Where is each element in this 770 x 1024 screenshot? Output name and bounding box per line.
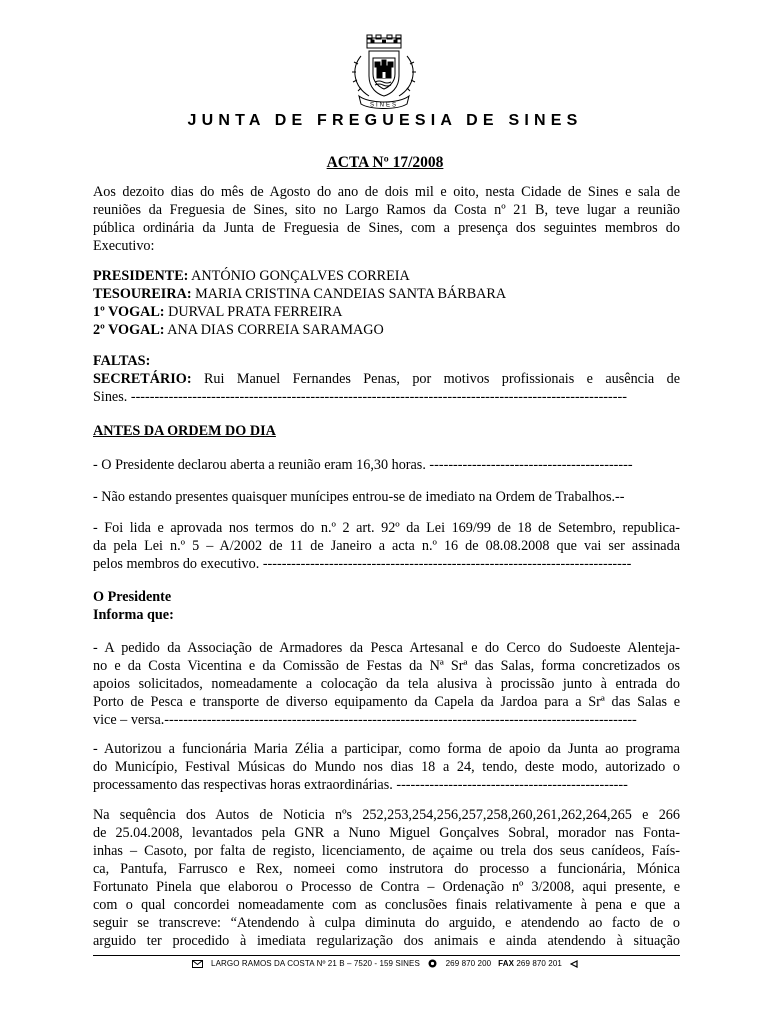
member-name: DURVAL PRATA FERREIRA	[164, 304, 343, 320]
text-line: da pela Lei n.º 5 – A/2002 de 11 de Janeiro a acta n.º 16 de 08.08.2008 que vai ser assinada	[93, 538, 680, 554]
absence-row	[93, 370, 680, 388]
text-line: com o qual concordei nomeadamente com as conclusões finais relativamente à pena e que a	[93, 897, 680, 913]
text-line: pelos membros do executivo. ------------------------------------------------------------------------------	[93, 556, 632, 572]
text-line: - Foi lida e aprovada nos termos do n.º 2 art. 92º da Lei 169/99 de 18 de Setembro, republica-	[93, 520, 680, 536]
members-list	[93, 267, 680, 339]
member-name: ANA DIAS CORREIA SARAMAGO	[164, 322, 384, 338]
absence-reason: Rui Manuel Fernandes Penas, por motivos profissionais e ausência de	[191, 371, 680, 387]
text-line: apoios solicitados, nomeadamente a colocação da tela alusiva à procissão junto à entrada do	[93, 676, 680, 692]
agenda-item	[93, 456, 680, 474]
member-name: ANTÓNIO GONÇALVES CORREIA	[188, 268, 410, 284]
member-role: 2º VOGAL:	[93, 322, 165, 338]
text-line: reuniões da Freguesia de Sines, sito no Largo Ramos da Costa nº 21 B, teve lugar a reunião	[93, 202, 680, 218]
informa-paragraph	[93, 740, 680, 794]
text-line: - A pedido da Associação de Armadores da Pesca Artesanal e do Cerco do Sudoeste Alenteja-	[93, 640, 680, 656]
president-heading-line: Informa que:	[93, 607, 174, 623]
text-line: inhas – Casoto, por falta de registo, licenciamento, de açaime ou trela dos seus canídeos, Faís-	[93, 843, 680, 859]
member-name: MARIA CRISTINA CANDEIAS SANTA BÁRBARA	[191, 286, 507, 302]
text-line: Fortunato Pinela que elaborou o Processo de Contra – Ordenação nº 3/2008, aqui presente, e	[93, 879, 680, 895]
president-heading-line: O Presidente	[93, 589, 172, 605]
member-row	[93, 267, 680, 285]
informa-paragraph	[93, 806, 680, 950]
document-title: ACTA Nº 17/2008	[326, 154, 444, 171]
intro-paragraph	[93, 183, 680, 255]
text-line: no e da Costa Vicentina e da Comissão de Festas da Nª Srª das Salas, forma concretizados os	[93, 658, 680, 674]
text-line: de 25.04.2008, levantados pela GNR a Nuno Miguel Gonçalves Sobral, morador nas Fonta-	[93, 825, 680, 841]
text-line: - Não estando presentes quaisquer munícipes entrou-se de imediato na Ordem de Trabalhos.--	[93, 489, 625, 505]
absences-section	[93, 352, 680, 406]
member-role: PRESIDENTE:	[93, 268, 189, 284]
absences-heading: FALTAS:	[93, 353, 151, 369]
informa-paragraph	[93, 639, 680, 729]
footer-fax: 269 870 201	[516, 959, 562, 968]
text-line: Porto de Pesca e transporte de diverso equipamento da Capela da Jardoa para a Srª das Salas e	[93, 694, 680, 710]
member-role: TESOUREIRA:	[93, 286, 192, 302]
footer-address: LARGO RAMOS DA COSTA Nº 21 B – 7520 - 159 SINES	[211, 959, 420, 968]
text-line: Executivo:	[93, 238, 155, 254]
footer	[0, 959, 770, 968]
crest-ribbon-text: SINES	[369, 102, 399, 109]
text-line: pública ordinária da Junta de Freguesia de Sines, com a presença dos seguintes membros do	[93, 220, 680, 236]
president-heading	[93, 588, 680, 624]
text-line: arguido ter procedido à imediata regularização dos animais e ainda atendendo à situação	[93, 933, 680, 949]
text-line: Aos dezoito dias do mês de Agosto do ano de dois mil e oito, nesta Cidade de Sines e sala de	[93, 184, 680, 200]
text-line: - Autorizou a funcionária Maria Zélia a participar, como forma de apoio da Junta ao programa	[93, 741, 680, 757]
agenda-item	[93, 488, 680, 506]
text-line: processamento das respectivas horas extraordinárias. -------------------------------------------------	[93, 777, 628, 793]
text-line: ca, Pantufa, Farrusco e Rex, nomeei como instrutora do processo a funcionária, Mónica	[93, 861, 680, 877]
member-row	[93, 285, 680, 303]
fax-arrow-icon	[570, 960, 578, 968]
footer-phone: 269 870 200	[445, 959, 492, 968]
envelope-icon	[192, 960, 203, 968]
text-line: do Município, Festival Músicas do Mundo nos dias 18 a 24, tendo, deste modo, autorizado o	[93, 759, 680, 775]
member-row	[93, 303, 680, 321]
text-line: vice – versa.----------------------------------------------------------------------------------------------------	[93, 712, 637, 728]
coat-of-arms-logo	[341, 34, 427, 110]
text-line: Na sequência dos Autos de Noticia nºs 252,253,254,256,257,258,260,261,262,264,265 e 266	[93, 807, 680, 823]
agenda-item	[93, 519, 680, 573]
footer-divider	[93, 955, 680, 956]
member-row	[93, 321, 680, 339]
section-heading: ANTES DA ORDEM DO DIA	[93, 423, 276, 439]
text-line: - O Presidente declarou aberta a reunião eram 16,30 horas. -------------------------------------------	[93, 457, 633, 473]
absence-role: SECRETÁRIO:	[93, 371, 192, 387]
member-role: 1º VOGAL:	[93, 304, 165, 320]
phone-icon	[428, 959, 437, 968]
text-line: seguir se transcreve: “Atendendo à culpa diminuta do arguido, e atendendo ao facto de o	[93, 915, 680, 931]
organization-name: JUNTA DE FREGUESIA DE SINES	[187, 112, 583, 129]
text-line: Sines. ---------------------------------------------------------------------------------------------------------	[93, 389, 627, 405]
footer-fax-label: FAX	[498, 959, 515, 968]
